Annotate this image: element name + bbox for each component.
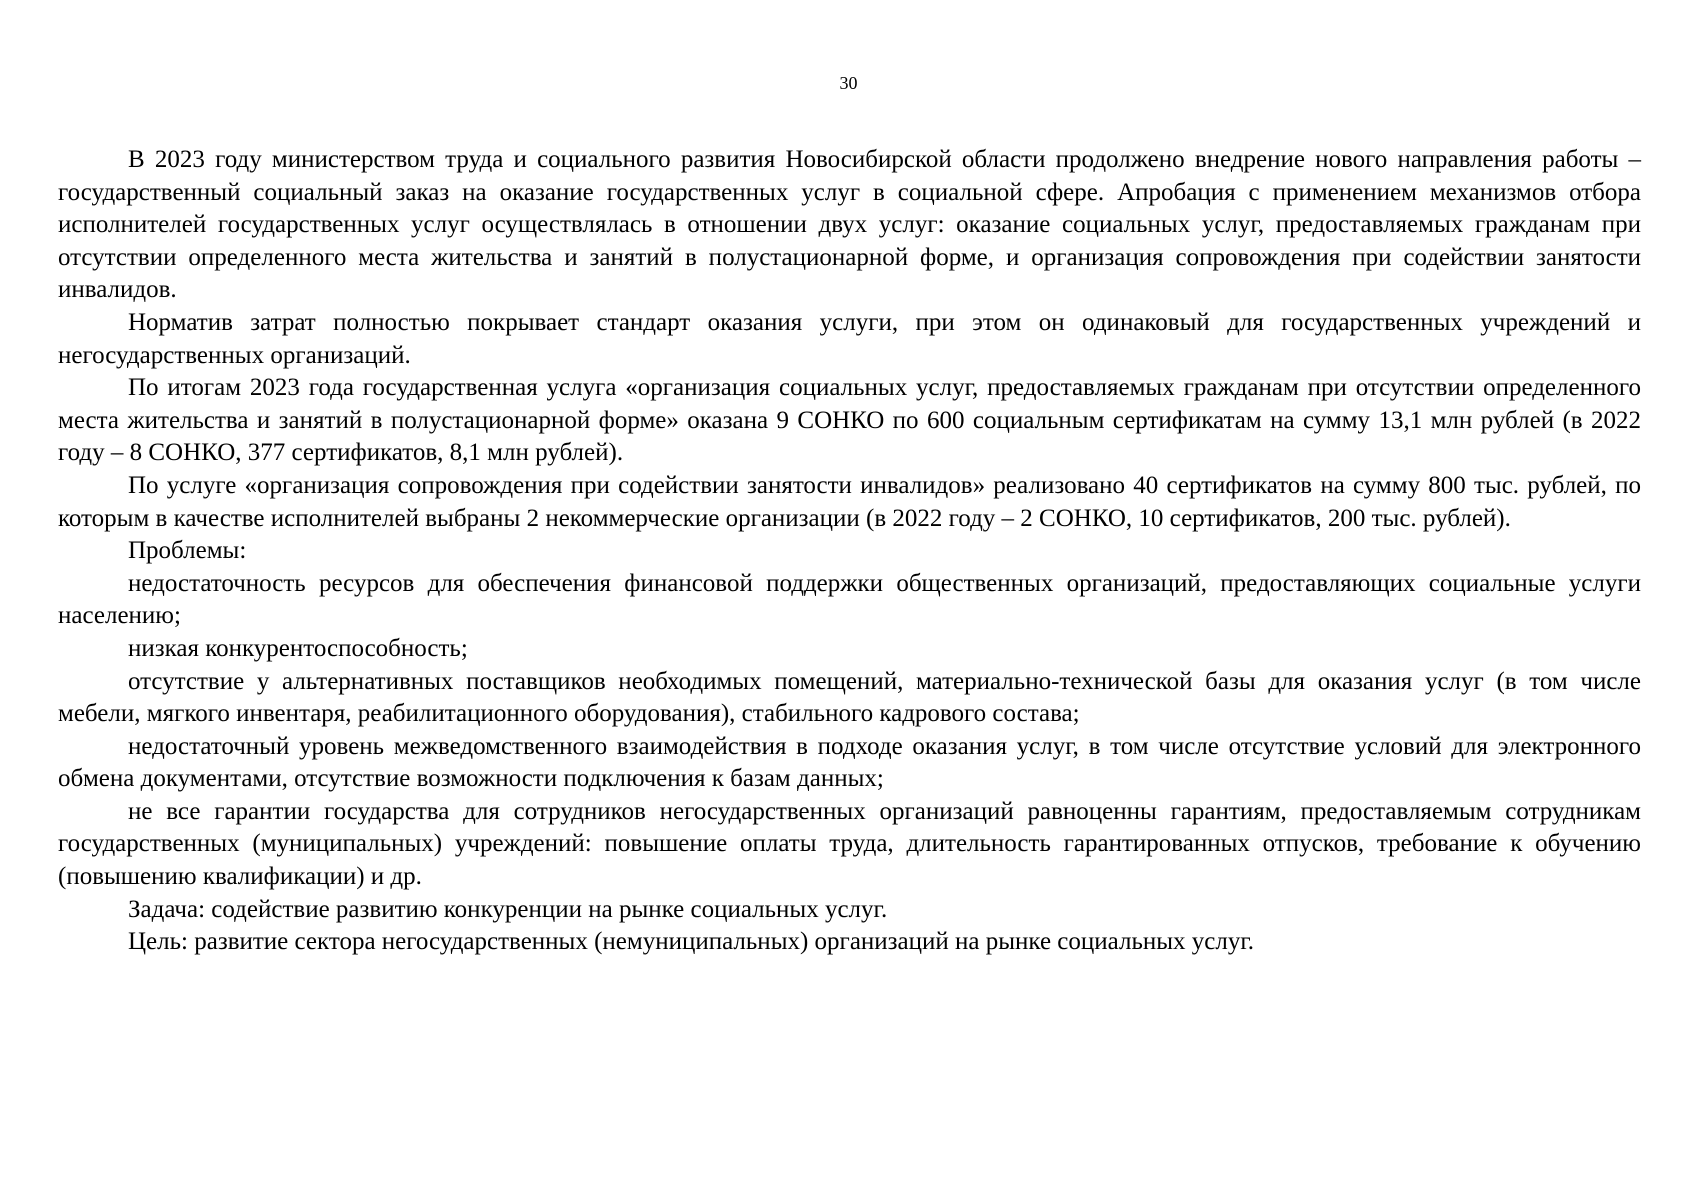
problems-heading: Проблемы: xyxy=(128,537,247,565)
problem-item: отсутствие у альтернативных поставщиков необходимых помещений, материально-технической базы для оказания услуг (в том числе мебели, мягкого инвентаря, реабилитационного оборудования), стабильного кадрового состава; xyxy=(58,667,1641,728)
paragraph-employment-support: По услуге «организация сопровождения при содействии занятости инвалидов» реализовано 40 сертификатов на сумму 800 тыс. рублей, по которым в качестве исполнителей выбраны 2 некоммерческие организации (в 2022 году – 2 СОНКО, 10 сертификатов, 200 тыс. рублей). xyxy=(58,471,1641,532)
problem-item: низкая конкурентоспособность; xyxy=(128,634,468,662)
problem-item: недостаточность ресурсов для обеспечения финансовой поддержки общественных организаций, предоставляющих социальные услуги населению; xyxy=(58,569,1641,630)
goal-statement: Цель: развитие сектора негосударственных (немуниципальных) организаций на рынке социальных услуг. xyxy=(128,928,1255,956)
problem-item: не все гарантии государства для сотрудников негосударственных организаций равноценны гарантиям, предоставляемым сотрудникам государственных (муниципальных) учреждений: повышение оплаты труда, длительность гарантированных отпусков, требование к обучению (повышению квалификации) и др. xyxy=(58,797,1641,891)
page-number: 30 xyxy=(839,73,858,93)
paragraph-state-social-order: В 2023 году министерством труда и социального развития Новосибирской области продолжено внедрение нового направления работы – государственный социальный заказ на оказание государственных услуг в социальной сфере. Апробация с применением механизмов отбора исполнителей государственных услуг осуществлялась в отношении двух услуг: оказание социальных услуг, предоставляемых гражданам при отсутствии определенного места жительства и занятий в полустационарной форме, и организация сопровождения при содействии занятости инвалидов. xyxy=(58,146,1641,304)
task-statement: Задача: содействие развитию конкуренции на рынке социальных услуг. xyxy=(128,895,888,923)
problem-item: недостаточный уровень межведомственного взаимодействия в подходе оказания услуг, в том числе отсутствие условий для электронного обмена документами, отсутствие возможности подключения к базам данных; xyxy=(58,732,1641,793)
paragraph-cost-standard: Норматив затрат полностью покрывает стандарт оказания услуги, при этом он одинаковый для государственных учреждений и негосударственных организаций. xyxy=(58,308,1641,369)
document-body xyxy=(58,144,1641,959)
paragraph-results-2023: По итогам 2023 года государственная услуга «организация социальных услуг, предоставляемых гражданам при отсутствии определенного места жительства и занятий в полустационарной форме» оказана 9 СОНКО по 600 социальным сертификатам на сумму 13,1 млн рублей (в 2022 году – 8 СОНКО, 377 сертификатов, 8,1 млн рублей). xyxy=(58,374,1641,467)
